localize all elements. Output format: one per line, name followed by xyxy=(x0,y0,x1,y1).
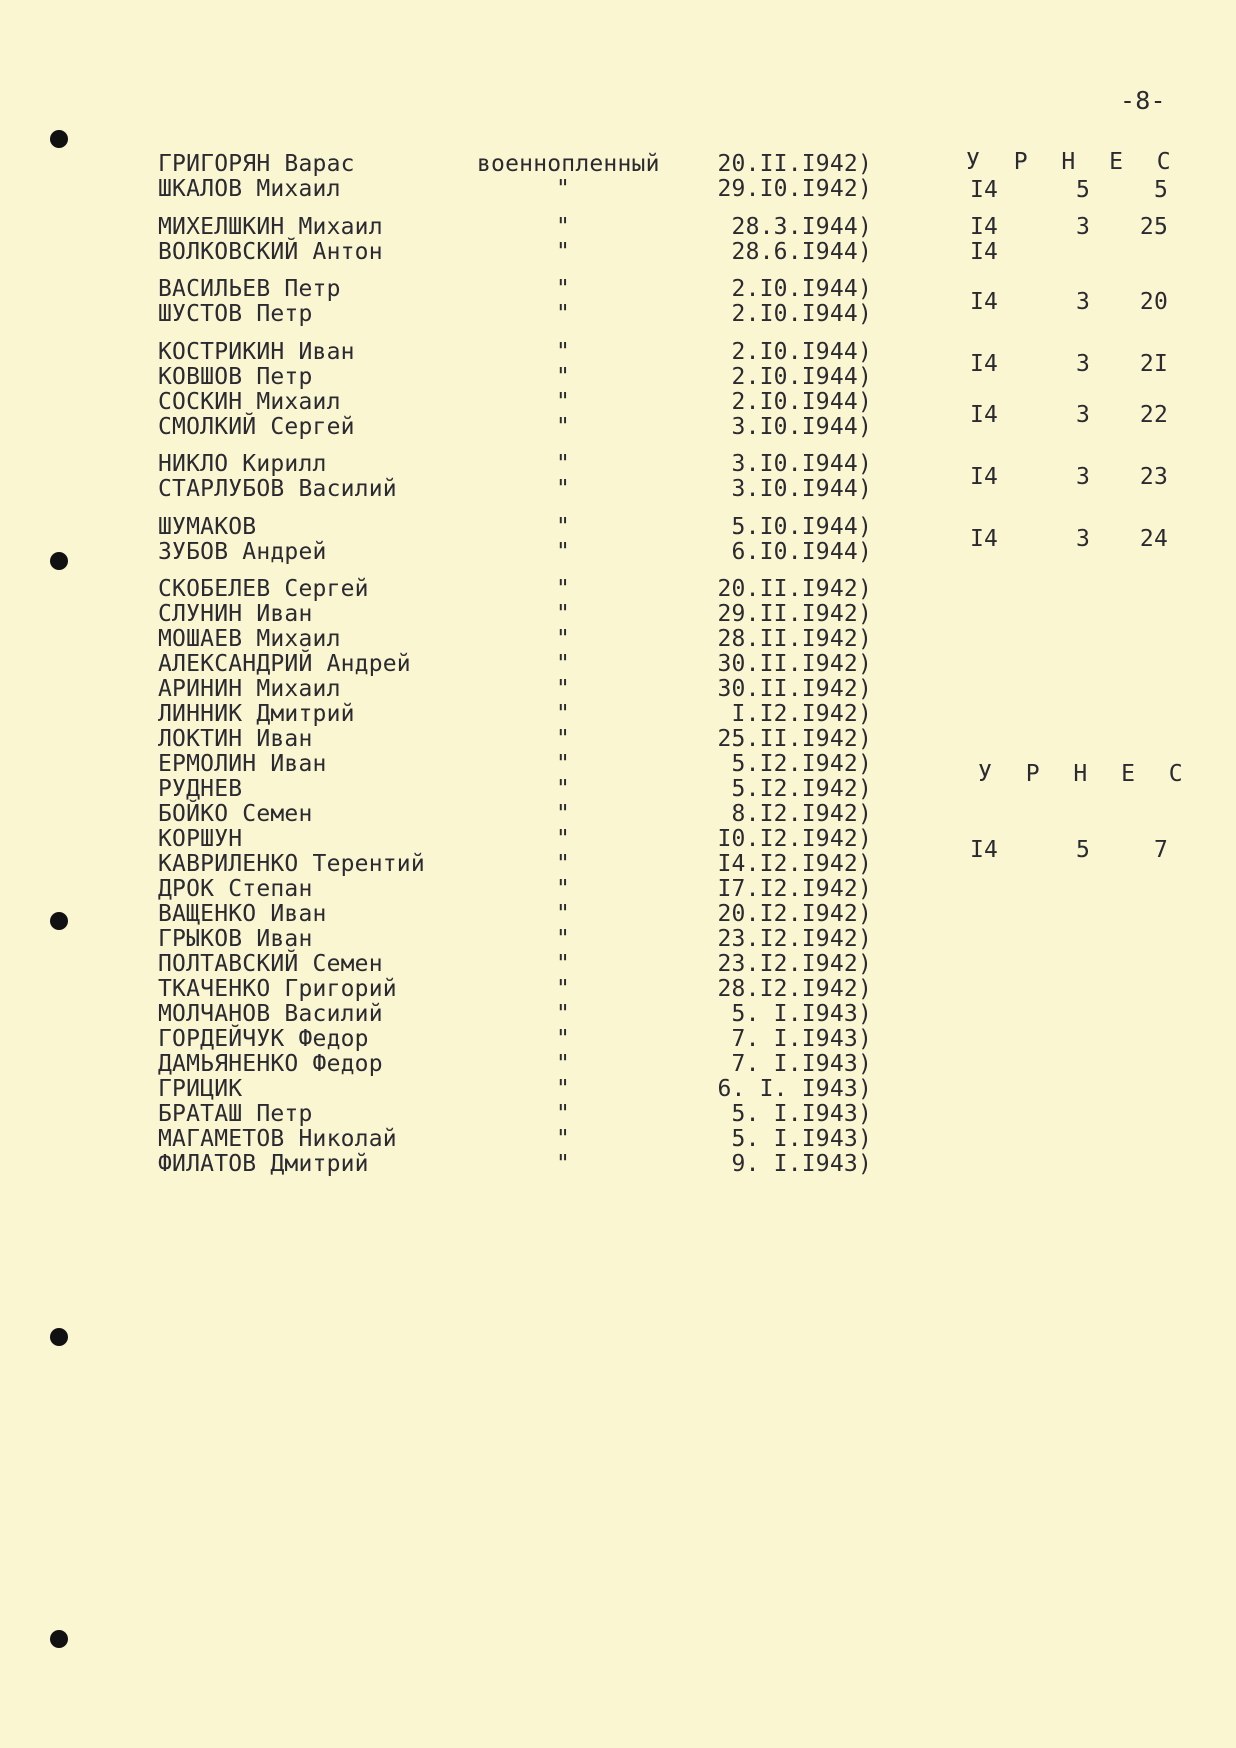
capture-date: 5.I2.I942) xyxy=(731,751,872,777)
ditto-mark: " xyxy=(556,1076,571,1102)
binder-hole xyxy=(50,1328,68,1346)
capture-date: 7. I.I943) xyxy=(731,1026,872,1052)
ref-opis: 3 xyxy=(1076,464,1091,490)
person-name: ДРОК Степан xyxy=(158,876,313,902)
capture-date: 2.I0.I944) xyxy=(731,276,872,302)
ref-fond: I4 xyxy=(970,351,999,377)
person-name: ГРЫКОВ Иван xyxy=(158,926,313,952)
person-name: МОЛЧАНОВ Василий xyxy=(158,1001,383,1027)
ditto-mark: " xyxy=(556,414,571,440)
ref-fond: I4 xyxy=(970,464,999,490)
person-name: ВАСИЛЬЕВ Петр xyxy=(158,276,341,302)
person-name: СТАРЛУБОВ Василий xyxy=(158,476,397,502)
page-number: -8- xyxy=(1120,86,1166,115)
person-name: МИХЕЛШКИН Михаил xyxy=(158,214,383,240)
person-name: МОШАЕВ Михаил xyxy=(158,626,341,652)
capture-date: 5.I2.I942) xyxy=(731,776,872,802)
ditto-mark: " xyxy=(556,214,571,240)
person-name: ГРИГОРЯН Варас xyxy=(158,151,355,177)
ditto-mark: " xyxy=(556,801,571,827)
capture-date: 5. I.I943) xyxy=(731,1126,872,1152)
person-name: ПОЛТАВСКИЙ Семен xyxy=(158,951,383,977)
person-name: СЛУНИН Иван xyxy=(158,601,313,627)
capture-date: I0.I2.I942) xyxy=(717,826,872,852)
ditto-mark: " xyxy=(556,276,571,302)
ditto-mark: " xyxy=(556,539,571,565)
ref-fond: I4 xyxy=(970,177,999,203)
person-name: АРИНИН Михаил xyxy=(158,676,341,702)
ref-delo: 23 xyxy=(1139,464,1168,490)
person-name: ГОРДЕЙЧУК Федор xyxy=(158,1026,369,1052)
person-name: ФИЛАТОВ Дмитрий xyxy=(158,1151,369,1177)
person-name: ДАМЬЯНЕНКО Федор xyxy=(158,1051,383,1077)
capture-date: 5.I0.I944) xyxy=(731,514,872,540)
ditto-mark: " xyxy=(556,601,571,627)
capture-date: I.I2.I942) xyxy=(731,701,872,727)
ditto-mark: " xyxy=(556,1151,571,1177)
ditto-mark: " xyxy=(556,176,571,202)
ref-fond: I4 xyxy=(970,289,999,315)
capture-date: 29.I0.I942) xyxy=(717,176,872,202)
ref-opis: 3 xyxy=(1076,351,1091,377)
person-name: АЛЕКСАНДРИЙ Андрей xyxy=(158,651,411,677)
person-name: КОСТРИКИН Иван xyxy=(158,339,355,365)
capture-date: 7. I.I943) xyxy=(731,1051,872,1077)
capture-date: 2.I0.I944) xyxy=(731,301,872,327)
ditto-mark: " xyxy=(556,726,571,752)
status-text: военнопленный xyxy=(477,151,660,177)
ditto-mark: " xyxy=(556,826,571,852)
capture-date: 2.I0.I944) xyxy=(731,389,872,415)
ditto-mark: " xyxy=(556,901,571,927)
ref-delo: 25 xyxy=(1139,214,1168,240)
ref-fond: I4 xyxy=(970,402,999,428)
urnes-header: У Р Н Е С xyxy=(966,149,1181,175)
capture-date: 20.II.I942) xyxy=(717,576,872,602)
ref-delo: 20 xyxy=(1139,289,1168,315)
ditto-mark: " xyxy=(556,576,571,602)
person-name: НИКЛО Кирилл xyxy=(158,451,327,477)
capture-date: 28.I2.I942) xyxy=(717,976,872,1002)
capture-date: 5. I.I943) xyxy=(731,1001,872,1027)
binder-hole xyxy=(50,1630,68,1648)
ditto-mark: " xyxy=(556,876,571,902)
capture-date: 25.II.I942) xyxy=(717,726,872,752)
capture-date: 6. I. I943) xyxy=(717,1076,872,1102)
ref-fond: I4 xyxy=(970,837,999,863)
ditto-mark: " xyxy=(556,851,571,877)
ditto-mark: " xyxy=(556,301,571,327)
person-name: ГРИЦИК xyxy=(158,1076,243,1102)
ref-fond: I4 xyxy=(970,526,999,552)
ditto-mark: " xyxy=(556,1026,571,1052)
person-name: ТКАЧЕНКО Григорий xyxy=(158,976,397,1002)
person-name: СКОБЕЛЕВ Сергей xyxy=(158,576,369,602)
ref-opis: 5 xyxy=(1076,177,1091,203)
person-name: ЛИННИК Дмитрий xyxy=(158,701,355,727)
person-name: РУДНЕВ xyxy=(158,776,243,802)
ref-opis: 3 xyxy=(1076,214,1091,240)
ditto-mark: " xyxy=(556,476,571,502)
ditto-mark: " xyxy=(556,451,571,477)
person-name: КОВШОВ Петр xyxy=(158,364,313,390)
ditto-mark: " xyxy=(556,514,571,540)
binder-hole xyxy=(50,912,68,930)
ref-delo: 7 xyxy=(1153,837,1168,863)
ref-delo: 2I xyxy=(1139,351,1168,377)
binder-hole xyxy=(50,130,68,148)
capture-date: 23.I2.I942) xyxy=(717,926,872,952)
ditto-mark: " xyxy=(556,1051,571,1077)
capture-date: 28.II.I942) xyxy=(717,626,872,652)
ditto-mark: " xyxy=(556,776,571,802)
ref-opis: 5 xyxy=(1076,837,1091,863)
ditto-mark: " xyxy=(556,651,571,677)
ditto-mark: " xyxy=(556,1101,571,1127)
ditto-mark: " xyxy=(556,1126,571,1152)
ditto-mark: " xyxy=(556,339,571,365)
ref-opis: 3 xyxy=(1076,526,1091,552)
urnes-header: У Р Н Е С xyxy=(978,761,1193,787)
ditto-mark: " xyxy=(556,751,571,777)
ditto-mark: " xyxy=(556,1001,571,1027)
person-name: СМОЛКИЙ Сергей xyxy=(158,414,355,440)
capture-date: 9. I.I943) xyxy=(731,1151,872,1177)
capture-date: 20.II.I942) xyxy=(717,151,872,177)
ref-fond: I4 xyxy=(970,239,999,265)
ditto-mark: " xyxy=(556,364,571,390)
ditto-mark: " xyxy=(556,389,571,415)
ditto-mark: " xyxy=(556,626,571,652)
capture-date: 30.II.I942) xyxy=(717,651,872,677)
person-name: ШУСТОВ Петр xyxy=(158,301,313,327)
ditto-mark: " xyxy=(556,976,571,1002)
capture-date: 2.I0.I944) xyxy=(731,339,872,365)
ditto-mark: " xyxy=(556,951,571,977)
person-name: КОРШУН xyxy=(158,826,243,852)
capture-date: 8.I2.I942) xyxy=(731,801,872,827)
capture-date: 6.I0.I944) xyxy=(731,539,872,565)
capture-date: I4.I2.I942) xyxy=(717,851,872,877)
capture-date: 20.I2.I942) xyxy=(717,901,872,927)
person-name: ЛОКТИН Иван xyxy=(158,726,313,752)
capture-date: 28.6.I944) xyxy=(731,239,872,265)
ref-delo: 22 xyxy=(1139,402,1168,428)
capture-date: 28.3.I944) xyxy=(731,214,872,240)
ditto-mark: " xyxy=(556,926,571,952)
capture-date: 30.II.I942) xyxy=(717,676,872,702)
capture-date: I7.I2.I942) xyxy=(717,876,872,902)
person-name: ЕРМОЛИН Иван xyxy=(158,751,327,777)
capture-date: 2.I0.I944) xyxy=(731,364,872,390)
person-name: БРАТАШ Петр xyxy=(158,1101,313,1127)
ditto-mark: " xyxy=(556,676,571,702)
person-name: ШУМАКОВ xyxy=(158,514,257,540)
capture-date: 23.I2.I942) xyxy=(717,951,872,977)
person-name: ШКАЛОВ Михаил xyxy=(158,176,341,202)
capture-date: 29.II.I942) xyxy=(717,601,872,627)
person-name: БОЙКО Семен xyxy=(158,801,313,827)
ref-delo: 24 xyxy=(1139,526,1168,552)
capture-date: 3.I0.I944) xyxy=(731,476,872,502)
person-name: ВАЩЕНКО Иван xyxy=(158,901,327,927)
ref-opis: 3 xyxy=(1076,289,1091,315)
ref-delo: 5 xyxy=(1153,177,1168,203)
person-name: СОСКИН Михаил xyxy=(158,389,341,415)
person-name: МАГАМЕТОВ Николай xyxy=(158,1126,397,1152)
capture-date: 3.I0.I944) xyxy=(731,414,872,440)
ditto-mark: " xyxy=(556,701,571,727)
person-name: ВОЛКОВСКИЙ Антон xyxy=(158,239,383,265)
person-name: ЗУБОВ Андрей xyxy=(158,539,327,565)
binder-hole xyxy=(50,552,68,570)
capture-date: 5. I.I943) xyxy=(731,1101,872,1127)
person-name: КАВРИЛЕНКО Терентий xyxy=(158,851,425,877)
capture-date: 3.I0.I944) xyxy=(731,451,872,477)
ref-opis: 3 xyxy=(1076,402,1091,428)
ref-fond: I4 xyxy=(970,214,999,240)
ditto-mark: " xyxy=(556,239,571,265)
